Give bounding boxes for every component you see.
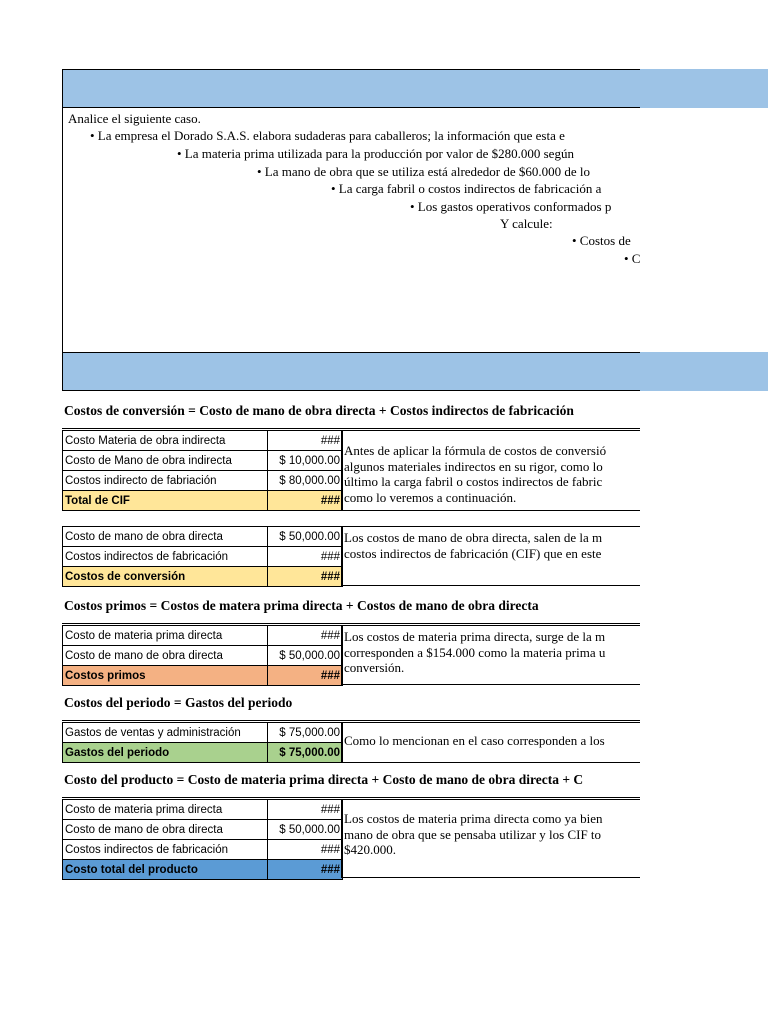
row-label: Costos de conversión [63,567,268,587]
row-label: Gastos del periodo [63,743,268,763]
table-row [63,547,343,567]
row-value: $ 75,000.00 [268,743,343,763]
note-line: Los costos de materia prima directa, surge de la m [344,629,606,644]
table-row [63,820,343,840]
row-label: Costo de Mano de obra indirecta [63,451,268,471]
note-line: Los costos de mano de obra directa, salen de la m [344,530,603,545]
case-line: Analice el siguiente caso. [68,111,201,126]
note-line: costos indirectos de fabricación (CIF) que en este [344,545,602,561]
row-label: Costos indirectos de fabricación [63,547,268,567]
formula-heading-producto: Costo del producto = Costo de materia prima directa + Costo de mano de obra directa + C [64,772,584,787]
header-band-top [62,69,640,108]
case-line: • La carga fabril o costos indirectos de fabricación a [331,181,602,196]
divider [62,623,640,624]
table-row [63,471,343,491]
case-line: • La empresa el Dorado S.A.S. elabora sudaderas para caballeros; la información que esta e [90,128,565,143]
divider [62,797,640,798]
row-label: Total de CIF [63,491,268,511]
row-label: Costo total del producto [63,860,268,880]
case-line: Y calcule: [500,216,553,231]
note-line: conversión. [344,660,405,675]
row-value: ### [268,840,343,860]
total-row [63,666,343,686]
row-value: $ 75,000.00 [268,723,343,743]
case-box [62,107,640,353]
row-value: ### [268,800,343,820]
row-value: $ 50,000.00 [268,646,343,666]
row-value: ### [268,491,343,511]
cif-note [341,430,640,511]
formula-heading-conversion: Costos de conversión = Costo de mano de obra directa + Costos indirectos de fabricación [64,403,574,418]
row-value: ### [268,567,343,587]
case-line: • La mano de obra que se utiliza está alrededor de $60.000 de lo [257,164,591,179]
row-value: $ 50,000.00 [268,527,343,547]
header-band-solution [62,352,640,391]
conversion-note [341,526,640,586]
note-line: Antes de aplicar la fórmula de costos de conversió [344,443,607,458]
divider [62,428,640,429]
note-line: como lo veremos a continuación. [344,489,517,505]
primos-table [62,625,343,686]
conversion-table [62,526,343,587]
divider [62,720,640,721]
formula-heading-periodo: Costos del periodo = Gastos del periodo [64,695,293,710]
case-line: • C [624,251,641,266]
row-label: Costos indirectos de fabricación [63,840,268,860]
note-line: mano de obra que se pensaba utilizar y los CIF to [344,826,602,842]
total-row [63,567,343,587]
producto-note [341,799,640,878]
row-label: Costos indirecto de fabriación [63,471,268,491]
row-label: Costo de materia prima directa [63,800,268,820]
row-label: Gastos de ventas y administración [63,723,268,743]
row-label: Costo de mano de obra directa [63,646,268,666]
table-row [63,527,343,547]
note-line: Como lo mencionan en el caso corresponden a los [344,733,605,748]
row-value: $ 10,000.00 [268,451,343,471]
table-row [63,800,343,820]
primos-note [341,625,640,685]
header-band-solution-overflow [640,352,768,391]
row-value: $ 80,000.00 [268,471,343,491]
producto-table [62,799,343,880]
row-value: ### [268,860,343,880]
header-band-top-overflow [640,69,768,108]
cif-table [62,430,343,511]
note-line: último la carga fabril o costos indirectos de fabric [344,474,603,489]
formula-heading-primos: Costos primos = Costos de matera prima directa + Costos de mano de obra directa [64,598,539,613]
periodo-note [341,722,640,763]
table-row [63,840,343,860]
case-text [63,108,641,352]
table-row [63,723,343,743]
row-label: Costo Materia de obra indirecta [63,431,268,451]
table-row [63,451,343,471]
row-value: ### [268,626,343,646]
total-row [63,491,343,511]
case-line: • La materia prima utilizada para la producción por valor de $280.000 según [177,146,574,161]
row-value: $ 50,000.00 [268,820,343,840]
row-label: Costos primos [63,666,268,686]
table-row [63,646,343,666]
row-value: ### [268,547,343,567]
note-line: algunos materiales indirectos en su rigor, como lo [344,458,603,474]
row-label: Costo de materia prima directa [63,626,268,646]
note-line: Los costos de materia prima directa como ya bien [344,811,603,826]
table-row [63,431,343,451]
table-row [63,626,343,646]
periodo-table [62,722,343,763]
case-line: • Costos de [572,233,631,248]
total-row [63,860,343,880]
row-label: Costo de mano de obra directa [63,820,268,840]
note-line: $420.000. [344,842,396,857]
case-line: • Los gastos operativos conformados p [410,199,612,214]
row-label: Costo de mano de obra directa [63,527,268,547]
total-row [63,743,343,763]
note-line: corresponden a $154.000 como la materia prima u [344,644,606,660]
row-value: ### [268,666,343,686]
row-value: ### [268,431,343,451]
